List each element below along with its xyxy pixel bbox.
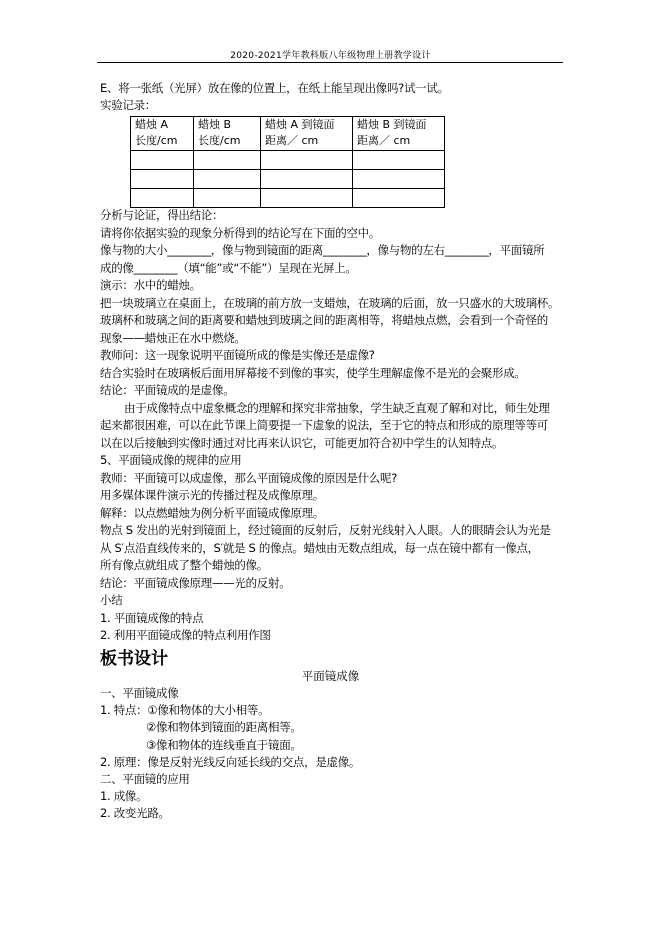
page-header: 2020-2021学年教科版八年级物理上册教学设计 bbox=[230, 51, 431, 61]
text-line: 结论：平面镜成的是虚像。 bbox=[100, 383, 235, 397]
text-line: 像与物的大小________，像与物到镜面的距离________，像与物的左右________，平面镜所 bbox=[100, 243, 545, 257]
text-line: 起来都很困难，可以在此节课上简要提一下虚象的说法，至于它的特点和形成的原理等等可 bbox=[100, 418, 548, 432]
text-line: 以在以后接触到实像时通过对比再来认识它，可能更加符合初中学生的认知特点。 bbox=[100, 435, 504, 450]
table-header-cell: 蜡烛 A 到镜面 距离／ cm bbox=[261, 117, 353, 151]
text-line: 解释：以点燃蜡烛为例分析平面镜成像原理。 bbox=[100, 505, 324, 520]
text-line: 结论：平面镜成像原理——光的反射。 bbox=[100, 575, 291, 590]
text-line: 所有像点就组成了整个蜡烛的像。 bbox=[100, 558, 268, 572]
text-line: 分析与论证，得出结论： bbox=[100, 208, 224, 222]
table-header-row bbox=[131, 117, 445, 151]
text-line: 1. 平面镜成像的特点 bbox=[100, 610, 204, 625]
board-design-heading: 板书设计 bbox=[100, 649, 168, 669]
table-row bbox=[131, 151, 445, 170]
table-cell bbox=[194, 189, 261, 208]
text-line: 玻璃杯和玻璃之间的距离要和蜡烛到玻璃之间的距离相等，将蜡烛点燃，会看到一个奇怪的 bbox=[100, 313, 548, 327]
text-line: 2. 利用平面镜成像的特点利用作图 bbox=[100, 628, 271, 642]
text-line: 物点 S 发出的光射到镜面上，经过镜面的反射后，反射光线射入人眼。人的眼睛会认为光是 bbox=[100, 523, 551, 537]
table-cell bbox=[194, 170, 261, 189]
text-line: 教师问：这一现象说明平面镜所成的像是实像还是虚像? bbox=[100, 348, 375, 362]
experiment-record-table bbox=[130, 116, 445, 208]
table-cell bbox=[131, 151, 194, 170]
text-line: 演示：水中的蜡烛。 bbox=[100, 278, 201, 292]
board-line: ②像和物体到镜面的距离相等。 bbox=[146, 720, 302, 735]
board-line: 2. 原理：像是反射光线反向延长线的交点，是虚像。 bbox=[100, 754, 361, 769]
board-line: 二、平面镜的应用 bbox=[100, 772, 190, 786]
text-line: 用多媒体课件演示光的传播过程及成像原理。 bbox=[100, 488, 324, 502]
text-line: 现象——蜡烛正在水中燃烧。 bbox=[100, 330, 246, 345]
board-line: 1. 特点：①像和物体的大小相等。 bbox=[100, 703, 270, 718]
board-line: 1. 成像。 bbox=[100, 789, 148, 804]
board-line: 一、平面镜成像 bbox=[100, 686, 179, 700]
text-line: 成的像________（填“能”或“不能”）呈现在光屏上。 bbox=[100, 260, 357, 275]
text-line: 请将你依据实验的现象分析得到的结论写在下面的空中。 bbox=[100, 225, 380, 240]
table-header-cell: 蜡烛 A 长度/cm bbox=[131, 117, 194, 151]
text-line: 把一块玻璃立在桌面上，在玻璃的前方放一支蜡烛，在玻璃的后面，放一只盛水的大玻璃杯。 bbox=[100, 295, 560, 310]
table-cell bbox=[261, 170, 353, 189]
table-row bbox=[131, 170, 445, 189]
table-cell bbox=[353, 189, 445, 208]
table-cell bbox=[131, 189, 194, 208]
text-line: E、将一张纸（光屏）放在像的位置上，在纸上能呈现出像吗?试一试。 bbox=[100, 81, 449, 95]
text-line: 实验记录： bbox=[100, 98, 156, 112]
text-line: 由于成像特点中虚象概念的理解和探究非常抽象，学生缺乏直观了解和对比，师生处理 bbox=[124, 400, 550, 415]
header-divider bbox=[97, 62, 563, 63]
table-cell bbox=[353, 151, 445, 170]
table-cell bbox=[194, 151, 261, 170]
text-line: 5、平面镜成像的规律的应用 bbox=[100, 453, 242, 467]
table-cell bbox=[261, 151, 353, 170]
board-line: 2. 改变光路。 bbox=[100, 806, 170, 821]
text-line: 小结 bbox=[100, 593, 123, 607]
table-cell bbox=[353, 170, 445, 189]
table-row bbox=[131, 189, 445, 208]
text-line: 结合实验时在玻璃板后面用屏幕接不到像的事实，使学生理解虚像不是光的会聚形成。 bbox=[100, 365, 526, 380]
table-cell bbox=[131, 170, 194, 189]
table-cell bbox=[261, 189, 353, 208]
text-line: 从 S′点沿直线传来的，S′就是 S 的像点。蜡烛由无数点组成，每一点在镜中都有一像点， bbox=[100, 540, 539, 555]
board-title: 平面镜成像 bbox=[301, 669, 360, 683]
text-line: 教师：平面镜可以成虚像，那么平面镜成像的原因是什么呢? bbox=[100, 470, 398, 485]
table-header-cell: 蜡烛 B 长度/cm bbox=[194, 117, 261, 151]
table-header-cell: 蜡烛 B 到镜面 距离／ cm bbox=[353, 117, 445, 151]
board-line: ③像和物体的连线垂直于镜面。 bbox=[146, 737, 302, 752]
